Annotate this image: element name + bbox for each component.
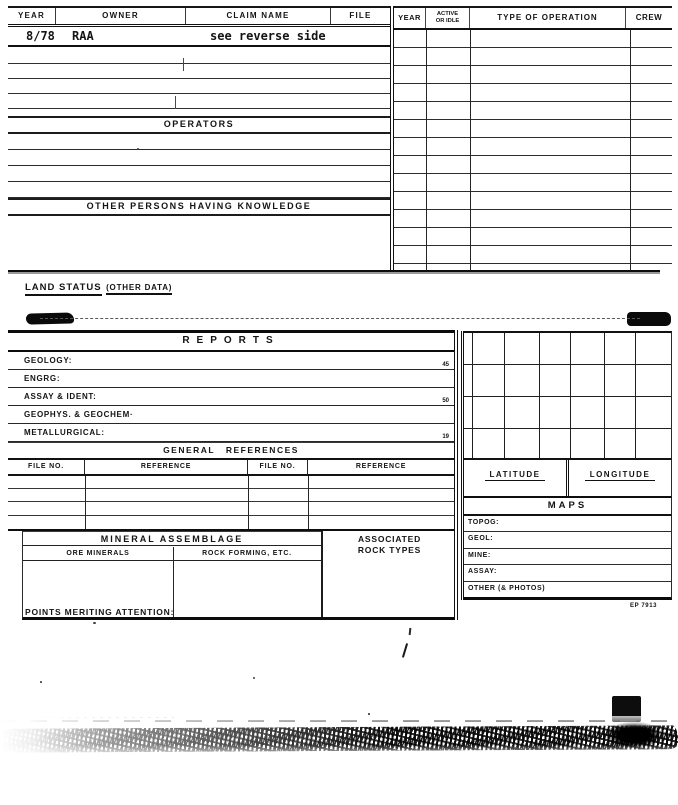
map-row-geol [464,532,672,548]
reference-col-divider [85,476,86,529]
map-label: ASSAY: [468,568,497,576]
land-status-subtext: (OTHER DATA) [106,283,172,295]
active-line1: ACTIVE [436,11,459,17]
operators-section-title: OPERATORS [8,116,390,134]
operators-blank-row [8,134,390,150]
report-label: GEOLOGY: [24,356,73,365]
entry-year-value: 8/78 [26,29,55,43]
map-label: OTHER (& PHOTOS) [468,584,546,592]
map-row-topog [464,516,672,532]
scan-tape-mark-right [627,312,671,326]
map-row-assay [464,565,672,581]
reference-blank-row [8,489,454,502]
scan-speck [40,681,42,683]
location-panel [461,331,672,600]
claims-blank-row [8,47,390,64]
longitude-label: LONGITUDE [585,470,656,481]
scan-fold-line [40,318,640,319]
operations-header-row [394,6,672,30]
scan-stray-tick [409,628,412,635]
general-references-title: GENERAL REFERENCES [8,442,454,460]
ore-minerals-header: ORE MINERALS [66,549,130,557]
reference-col-divider [308,476,309,529]
reference-blank-row [8,476,454,489]
ref-header-file-no-1: FILE NO. [8,460,85,474]
reference-blank-row [8,516,454,528]
land-status-label [25,277,172,295]
associated-rock-types-header [323,534,456,557]
scan-tick-mark [175,96,176,109]
mineral-assemblage-title: MINERAL ASSEMBLAGE [23,531,321,546]
report-number: 50 [442,398,449,404]
latitude-cell [464,460,569,496]
operations-header-type: TYPE OF OPERATION [470,8,626,28]
entry-owner-value: RAA [72,29,94,43]
scan-speck [253,677,255,679]
entry-claim-name-value: see reverse side [210,29,326,43]
points-meriting-attention-label: POINTS MERITING ATTENTION: [25,607,175,617]
claims-header-file: FILE [349,11,372,20]
report-row-geophys [8,406,454,424]
claims-blank-row [8,79,390,94]
ref-header-file-no-2: FILE NO. [248,460,308,474]
rock-forming-header: ROCK FORMING, ETC. [202,549,292,557]
general-references-body [8,476,454,531]
claims-header-row [8,6,390,27]
claims-header-claim-name: CLAIM NAME [186,8,331,24]
grid-line-h [464,428,671,429]
operations-header-year: YEAR [394,8,426,28]
heavy-divider-rule [8,270,660,272]
map-label: TOPOG: [468,519,500,526]
grid-line-h [464,364,671,365]
claims-blank-row [8,64,390,79]
associated-line1: ASSOCIATED [357,534,422,544]
associated-line2: ROCK TYPES [357,545,422,556]
land-status-text: LAND STATUS [25,282,102,296]
ref-header-reference-1: REFERENCE [85,460,248,474]
reports-section-title: REPORTS [8,330,454,352]
map-row-other-photos [464,582,672,600]
operators-blank-row [8,150,390,166]
operations-table [390,6,672,270]
reference-col-divider [248,476,249,529]
reference-blank-row [8,502,454,515]
report-label: GEOPHYS. & GEOCHEM· [24,410,134,419]
operators-blank-row [8,166,390,182]
claims-table [8,6,390,276]
scan-speck [93,622,96,624]
coordinates-row [464,458,672,498]
claims-entry-row [8,27,390,47]
maps-section-title: MAPS [464,498,672,516]
map-row-mine [464,549,672,565]
map-label: GEOL: [468,535,494,543]
operations-col-divider [426,30,427,270]
scan-speck [137,148,139,150]
report-row-engrg [8,370,454,388]
map-label: MINE: [468,551,491,559]
mineral-assemblage-subheader [23,548,321,561]
report-number: 19 [442,434,449,440]
operations-body [394,30,672,270]
form-number: EP 7913 [630,603,658,609]
location-grid [464,331,672,458]
report-row-assay [8,388,454,406]
report-row-geology [8,352,454,370]
report-number: 45 [442,362,449,368]
active-line2: OR IDLE [435,18,460,25]
reports-panel [8,330,458,620]
operators-blank-row [8,182,390,198]
report-label: METALLURGICAL: [24,428,105,437]
scan-speck [368,713,370,715]
report-label: ASSAY & IDENT: [24,392,97,401]
operations-col-divider [470,30,471,270]
operations-header-active-or-idle [426,8,470,28]
claims-blank-row [8,94,390,109]
report-row-metallurgical [8,424,454,442]
latitude-label: LATITUDE [485,470,546,481]
longitude-cell [569,460,671,496]
claims-header-owner: OWNER [56,8,186,24]
claims-header-year: YEAR [8,8,56,24]
scan-stray-slash [402,643,409,658]
operations-header-crew: CREW [635,13,663,22]
grid-line-h [464,396,671,397]
operations-col-divider [630,30,631,270]
scan-tick-mark [183,58,184,71]
other-persons-blank-area [8,216,390,276]
other-persons-section-title: OTHER PERSONS HAVING KNOWLEDGE [8,198,390,216]
general-references-header-row [8,460,454,476]
scan-noise-fade-overlay [0,716,678,756]
ref-header-reference-2: REFERENCE [355,463,407,470]
report-label: ENGRG: [24,374,61,383]
